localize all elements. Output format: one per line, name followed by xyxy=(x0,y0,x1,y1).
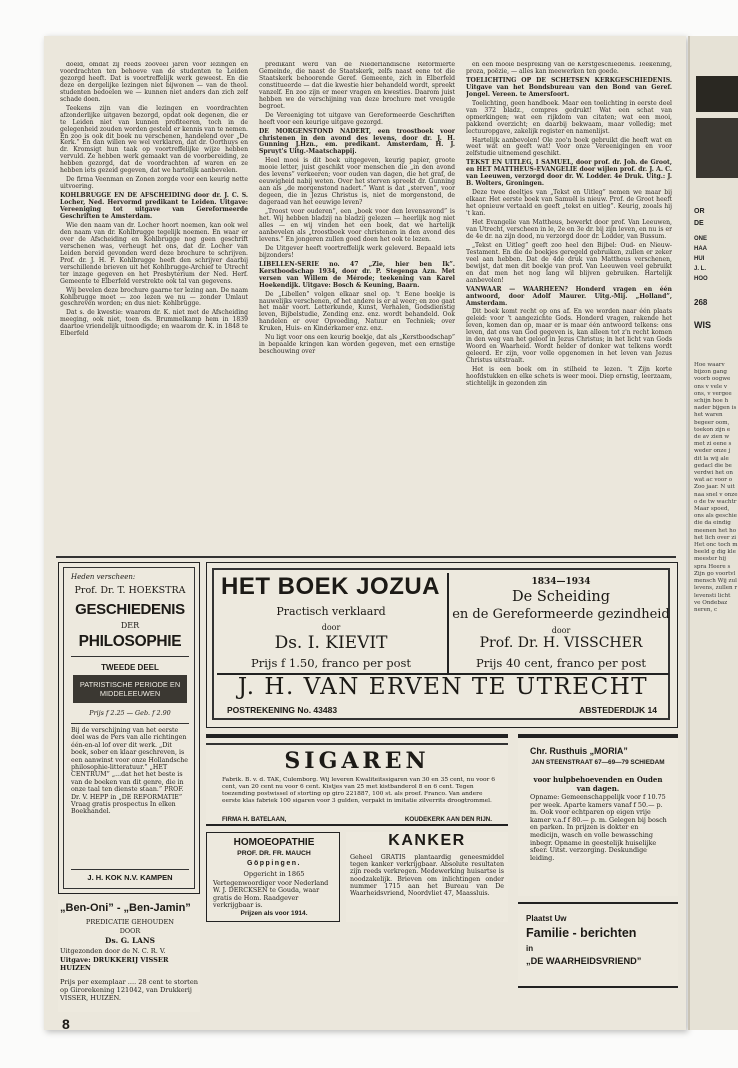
ad-kanker xyxy=(346,832,508,922)
ad-title-gezindheid: en de Gereformeerde gezindheid xyxy=(452,607,670,622)
ad-body: Fabrik. B. v. d. TAK, Culemborg. Wij leveren Kwaliteitssigaren van 30 en 35 cent, nu voor 6 cent, van 20 cent nu voor 6 cent. Kistjes van 25 met kistbanderol 8 en 6 cent. Tegen toezending postwissel of storting op giro 221887, 100 st. als proef. Franco. Van andere eerste klas fabriek 100 sigaren voor 3 gulden, verpakt in imitatie zilverrits droogtrommel. xyxy=(222,777,495,804)
next-page-line: HOO xyxy=(694,276,708,282)
ad-line: in xyxy=(526,944,534,953)
ad-line: Plaatst Uw xyxy=(526,914,567,923)
ad-familie-berichten xyxy=(518,902,678,988)
ad-body: Bij de verschijning van het eerste deel was de Pers van alle richtingen één-en-al lof over dit werk. „Dit boek, sober en klaar geschreven, is een aanwinst voor onze Hollandsche philosophie-litteratuur.” „HET CENTRUM” „...dat het het beste is van de boeken van dit genre, die in onze taal ten dienste staan.” PROF. Dr. V. HEPP in „DE REFORMATIE” Vraag gratis prospectus In elken Boekhandel. xyxy=(71,727,189,816)
review-heading-vanwaar: VANWAAR — WAARHEEN? Honderd vragen en één antwoord, door Adolf Maurer. Uitg.-Mij. „Holland”, Amsterdam. xyxy=(466,285,672,307)
ad-subtitle: Practisch verklaard xyxy=(276,605,386,618)
next-page-line: HUI xyxy=(694,256,705,262)
article-column-3 xyxy=(466,62,672,552)
ad-title-scheiding: De Scheiding xyxy=(512,589,610,605)
ad-publisher-van-erven: J. H. VAN ERVEN TE UTRECHT xyxy=(237,674,649,700)
ad-sigaren xyxy=(206,734,508,826)
next-page-line: J. L. xyxy=(694,266,707,272)
review-heading-toelichting: TOELICHTING OP DE SCHETSEN KERKGESCHIEDENIS. Uitgave van het Bondsbureau van den Bond van Geref. Jongel. Vereen. te Amersfoort. xyxy=(466,76,672,98)
next-page-line: HAA xyxy=(694,246,707,252)
ad-subtitle-banner: PATRISTISCHE PERIODE EN MIDDELEEUWEN xyxy=(73,675,187,703)
ad-subtitle: PREDICATIE GEHOUDEN xyxy=(85,918,175,926)
paragraph: Dat s. de kwestie: waarom dr. K. niet met de Afscheiding meeging, ook niet, toen ds. Brummelkamp hem in 1839 daartoe vriendelijk uitnoodigde; en waarom dr. K. in 1848 te Elberfeld xyxy=(60,309,248,338)
ad-geschiedenis-philosophie xyxy=(58,562,200,894)
ad-years: 1834—1934 xyxy=(531,577,591,587)
paragraph: Nu ligt voor ons een keurig boekje, dat als „Kerstboodschap” in bepaalde kringen kan worden gegeven, met een ernstige beschouwing over xyxy=(259,334,455,356)
ad-body: Opname: Gemeenschappelijk voor f 10.75 per week. Aparte kamers vanaf f 50.— p. m. Ook voor echtparen op eigen vrije kamer v.a.f f 80.— p. m. Gelegen bij bosch en parken. In prijzen is dokter en medicijn, wasch en volle bewassching inbegr. Opname in geestelijk huiselijke sfeer. Uitst. verzorging. Deskundige leiding. xyxy=(530,793,667,862)
ad-title-philosophie: PHILOSOPHIE xyxy=(78,633,182,650)
next-page-line: DE xyxy=(694,220,704,227)
masthead-block xyxy=(696,76,738,112)
next-page-line: ONE xyxy=(694,236,708,242)
article-column-2 xyxy=(259,62,455,552)
ad-price-jozua: Prijs f 1.50, franco per post xyxy=(250,656,412,670)
ad-price-scheiding: Prijs 40 cent, franco per post xyxy=(475,656,647,670)
ad-title-der: DER xyxy=(120,621,140,630)
ad-line: „DE WAARHEIDSVRIEND” xyxy=(526,956,642,966)
paragraph: De firma Veenman en Zonen zorgde voor een keurig nette uitvoering. xyxy=(60,176,248,191)
ad-door: door xyxy=(321,623,341,632)
paragraph: De Uitgever heeft voortreffelijk werk geleverd. Bepaald iets bijzonders! xyxy=(259,244,455,259)
ad-body: Geheel GRATIS plantaardig geneesmiddel tegen kanker verkrijgbaar. Absolute resultaten zijn reeds verkregen. Medewerking huisartse is noodzakelijk. Brieven om inlichtingen onder nummer 1715 aan het Bureau van De Waarheidsvriend, Noordvliet 47, Maassluis. xyxy=(350,854,504,898)
paragraph: doeld, omdat zij reeds zooveel jaren voor lezingen en voordrachten ten behoeve van de studenten te Leiden gezorgd heeft. Dat is voortreffelijk werk geweest. En die deze en dergelijke lezingen niet bijwonen — van de theol. studenten bedoelen we — kunnen niet anders dan zich zelf schade doen. xyxy=(60,62,248,103)
ad-address: ABSTEDERDIJK 14 xyxy=(579,705,657,715)
ad-address: KOUDEKERK AAN DEN RIJN. xyxy=(404,816,492,823)
review-heading-kohlbrugge: KOHLBRUGGE EN DE AFSCHEIDING door dr. J. C. S. Locher, Ned. Hervormd predikant te Leiden. Uitgave: Vereeniging tot uitgave van Gereformeerde Geschriften te Amsterdam. xyxy=(60,192,248,221)
ad-price: Prijs f 2.25 — Geb. f 2.90 xyxy=(89,709,171,717)
ad-author: Ds. G. LANS xyxy=(105,936,155,945)
ad-address: JAN STEENSTRAAT 67—69—79 SCHIEDAM xyxy=(531,759,665,766)
ad-author: Prof. Dr. T. HOEKSTRA xyxy=(74,585,186,596)
paragraph: Wij bevelen deze brochure gaarne ter lezing aan. De naam Kohlbrugge moet — zoo lezen we nu — zonder Umlaut geschreven worden; en dus niet: Kohlbrügge. xyxy=(60,286,248,308)
ad-body: Prijs per exemplaar .... 28 cent te storten op Girorekening 121042, van Drukkerij VISSER, HUIZEN. xyxy=(60,978,198,1002)
ad-intro: Heden verscheen: xyxy=(71,573,136,581)
ad-author-kievit: Ds. I. KIEVIT xyxy=(274,633,388,653)
ad-title-homoeopathie: HOMOEOPATHIE xyxy=(233,837,315,848)
ad-van-erven xyxy=(206,562,678,728)
next-page-edge xyxy=(688,36,738,1030)
paragraph: Dit boek komt recht op ons af. En we worden naar één plaats geleid: voor 't aangezichte Gods. Honderd vragen, rakende het leven, komen dan op, maar er is maar één antwoord telkens: ons leven, dat ons van God gegeven is, kan alleen tot z'n recht komen in den weg van het geloof in Jezus Christus; in het licht van Gods Woord en Waarheid. Wordt helder of donker wat telkens wordt geleerd. Er zijn, voor volle opgenomen in het leven van Jezus Christus uitstraalt. xyxy=(466,308,672,365)
ad-subtitle: voor hulpbehoevenden en Ouden van dagen. xyxy=(533,775,663,793)
ad-body: Vertegenwoordiger voor Nederland W. J. DERCKSEN te Gouda, waar gratis de Hom. Raadgever verkrijgbaar is. xyxy=(213,879,329,910)
paragraph: en een mooie bespreking van de Kerstgeschiedenis. Teekening, proza, poëzie, — alles kan meewerken ten goede. xyxy=(466,62,672,75)
paragraph: De Vereeniging tot uitgave van Gereformeerde Geschriften heeft voor een keurige uitgave gezorgd. xyxy=(259,111,455,126)
ad-body: Uitgezonden door de N. C. R. V. xyxy=(60,947,166,955)
next-page-line: 268 xyxy=(694,298,708,307)
article-column-1 xyxy=(60,62,248,552)
ad-line: Familie - berichten xyxy=(526,926,637,940)
ad-founded: Opgericht in 1865 xyxy=(243,870,305,878)
ad-ben-oni xyxy=(58,900,200,1012)
paragraph: Heel mooi is dit boek uitgegeven, keurig papier, groote mooie letter, juist geschikt voor menschen die „in den avond des levens” verkeeren; voor ouden van dagen, die het graf, de eeuwigheid nabij weten. Over het sterven spreekt dr. Gunning aan als „de morgenstond nadert.” Want is dat „sterven”, voor degeen, die in Jezus Christus is, niet de morgenstond, de dageraad van het eeuwige leven? xyxy=(259,157,455,207)
ad-title-kanker: KANKER xyxy=(388,832,466,849)
paragraph: Hartelijk aanbevolen! Ole zoo'n boek gebruikt die heeft wat en weet wat en geeft wat! Voor onze Vereenigingen en voor zelfstudie uitnemend geschikt. xyxy=(466,136,672,158)
paragraph: Teekens zijn van die lezingen en voordrachten afzonderlijke uitgaven bezorgd, opdat ook degenen, die er te Leiden niet van kunnen profiteeren, toch in de gelegenheid zouden worden gesteld er kennis van te nemen. En zoo is ook dit boek nu verschenen, handelend over „De Kerk.” En dan willen we wel verklaren, dat dr. Oorthuys en dr. Kromsigt hun taak op voortreffelijke wijze hebben vervuld. Ze hebben werk gemaakt van de voorbereiding, ze hebben gezorgd, dat de voordrachten af waren en ze hebben iets gezeid gegeven, dat we hartelijk aanbevelen. xyxy=(60,104,248,175)
paragraph: Wie den naam van dr. Locher hoort noemen, kan ook wel den naam van dr. Kohlbrugge tegelijk noemen. En waar er over de Afscheiding en Kohlbrugge nog geen geschrift verschenen was, verheugt het ons, dat dr. Locher van Leiden bereid gevonden werd deze brochure te schrijven. Prof. dr. J. H. F. Kohlbrugge heeft den schrijver daarbij verschillende brieven uit het Kohlbrugge-Archief te Utrecht ter inzage gegeven en het Presbyterium der Ned. Herf. Gemeente te Elberfeld verstrekte ook tal van gegevens. xyxy=(60,221,248,285)
ad-prices: Prijzen als voor 1914. xyxy=(240,910,308,917)
ad-title-geschiedenis: GESCHIEDENIS xyxy=(75,601,185,618)
paragraph: Deze twee deeltjes van „Tekst en Uitleg” nemen we maar bij elkaar. Het eerste boek van Samuël is nieuw. Prof. de Groot heeft het opnieuw vertaald en geeft „tekst en uitleg”. Keurig, zooals hij 't kan. xyxy=(466,189,672,218)
paragraph: „Tekst en Uitleg” geeft zoo heel den Bijbel: Oud- en Nieuw-Testament. En die de boekjes geregeld gebruiken, zullen er zeker veel aan hebben. Dat de 4de druk van Mattheus verschenen, bewijst, dat men dit boekje van prof. Van Leeuwen veel gebruikt en dat men het nog lang wil blijven gebruiken. Hartelijk aanbevolen! xyxy=(466,241,672,284)
paragraph: Toelichting, geen handboek. Maar een toelichting in eerste deel van 372 bladz., compres gedrukt! Wat een schat van opmerkingen; wat een rijkdom van citaten; wat een mooi, pakkend overzicht; en daarbij bekwaam, maar volledig; met lectuuropgave, zakelijk register en namenlijst. xyxy=(466,99,672,135)
ad-body: Uitgave: DRUKKERIJ VISSER HUIZEN xyxy=(60,956,169,972)
ad-homoeopathie xyxy=(206,832,340,922)
ad-title-sigaren: SIGAREN xyxy=(284,748,430,774)
review-heading-morgenstond: DE MORGENSTOND NADERT, een troostboek voor christenen in den avond des levens, door dr. J. H. Gunning J.Hzn., em. predikant. Amsterdam, H. J. Spruyt's Uitg.-Maatschappij. xyxy=(259,127,455,156)
next-page-body-text: Hoe waarv bijzon gang voorb oogwe ons v vele v ons, v vergee schijn hoe h nader bijgen is het waren begeer oom, toekon zijn e de av zien w met zi eene s weder onze j dit la wij ale gedacl die be verdwi het on wat ac voor o Zoo jaar. N uit naa snel v onze o de tw wachtr Maar spoed, ons als geschie die da eindig meenen het ho het lich over zi Het onc toch m beeld g dig kle meester hij spra Heere s Zijn go voortvl mensch Wij zul levens, zullen r levensti licht ve Ondebaz neren, c xyxy=(694,362,738,613)
ad-firma: FIRMA H. BATELAAN, xyxy=(222,816,287,823)
paragraph: predikant werd van de Niederländische Reformierte Gemeinde, die naast de Staatskerk, zelfs naast eene tot die Staatskerk behoorende Geref. Gemeente, zich in Elberfeld constitueerde — dat die kwestie hier behandeld wordt, spreekt vanzelf. En zoo zijn er meer vragen en kwesties. Daarom juist hebben we de verschijning van deze brochure met vreugde begroet. xyxy=(259,62,455,110)
review-heading-libellen: LIBELLEN-SERIE no. 47 „Zie, hier ben Ik”. Kerstboodschap 1934, door dr. P. Stegenga Azn. Met versen van Willem de Mérode; teekening van Karel Hoekendijk. Uitgave: Bosch & Keuning, Baarn. xyxy=(259,260,455,289)
page-number: 8 xyxy=(62,1016,70,1032)
ad-postrekening: POSTREKENING No. 43483 xyxy=(227,705,338,715)
paragraph: „Troost voor ouderen”, een „boek voor den levensavond” is het. Wij hebben bladzij na bladzij gelezen — heerlijk nog niet alles — en wij vinden het een boek, dat we hartelijk aanbevelen als „troostboek voor christenen in den avond des levens.” En jongeren zullen goed doen het ook te lezen. xyxy=(259,208,455,243)
review-heading-tekst-en-uitleg: TEKST EN UITLEG, I SAMUEL, door prof. dr. Joh. de Groot, en HET MATTHEUS-EVANGELIE door wijlen prof. dr. J. A. C. van Leeuwen, verzorgd door dr. W. Lodder. 4e Druk. Uitg.: J. B. Wolters, Groningen. xyxy=(466,159,672,188)
ad-door: door xyxy=(551,626,571,635)
masthead-block-2 xyxy=(696,118,738,178)
ad-title-ben-oni: „Ben-Oni” - „Ben-Jamin” xyxy=(60,902,191,914)
ad-moria xyxy=(518,734,678,896)
ad-door: DOOR xyxy=(119,927,141,935)
next-page-line: OR xyxy=(694,208,705,215)
paragraph: De „Libellen” volgen elkaar snel op. 't Eene boekje is nauwelijks verschenen, of het andere is er al weer; en zoo gaat het maar voort. Letterkunde, Kunst, Verhalen, Godsdienstig leven, Bijbelstudie, Zending enz. enz. wordt behandeld. Ook handelen er over Opvoeding, Natuur en Techniek; over Kruken, Huis- en Kinderkamer enz. enz. xyxy=(259,290,455,333)
ad-city: Göppingen. xyxy=(247,860,301,867)
ad-title-boek-jozua: HET BOEK JOZUA xyxy=(221,573,441,600)
ad-title-moria: Chr. Rusthuis „MORIA” xyxy=(530,746,628,756)
paragraph: Het is een boek om in stilheid te lezen. 't Zijn korte hoofdstukken en elke schets is weer mooi. Diep ernstig, leerzaam, stichtelijk in gezonden zin xyxy=(466,366,672,387)
ad-prof: PROF. DR. FR. MAUCH xyxy=(237,850,311,857)
ads-divider xyxy=(56,556,676,558)
ad-publisher: J. H. KOK N.V. KAMPEN xyxy=(87,873,173,882)
paragraph: Het Evangelie van Mattheus, bewerkt door prof. Van Leeuwen, van Utrecht, verscheen in le, 2e en 3e dr. bij zijn leven, en nu is er de 4e dr. na zijn dood, nu verzorgd door dr. Lodder, van Bussum. xyxy=(466,219,672,240)
next-page-line: WIS xyxy=(694,320,711,330)
ad-part: TWEEDE DEEL xyxy=(101,663,159,672)
ad-author-visscher: Prof. Dr. H. VISSCHER xyxy=(479,635,643,651)
